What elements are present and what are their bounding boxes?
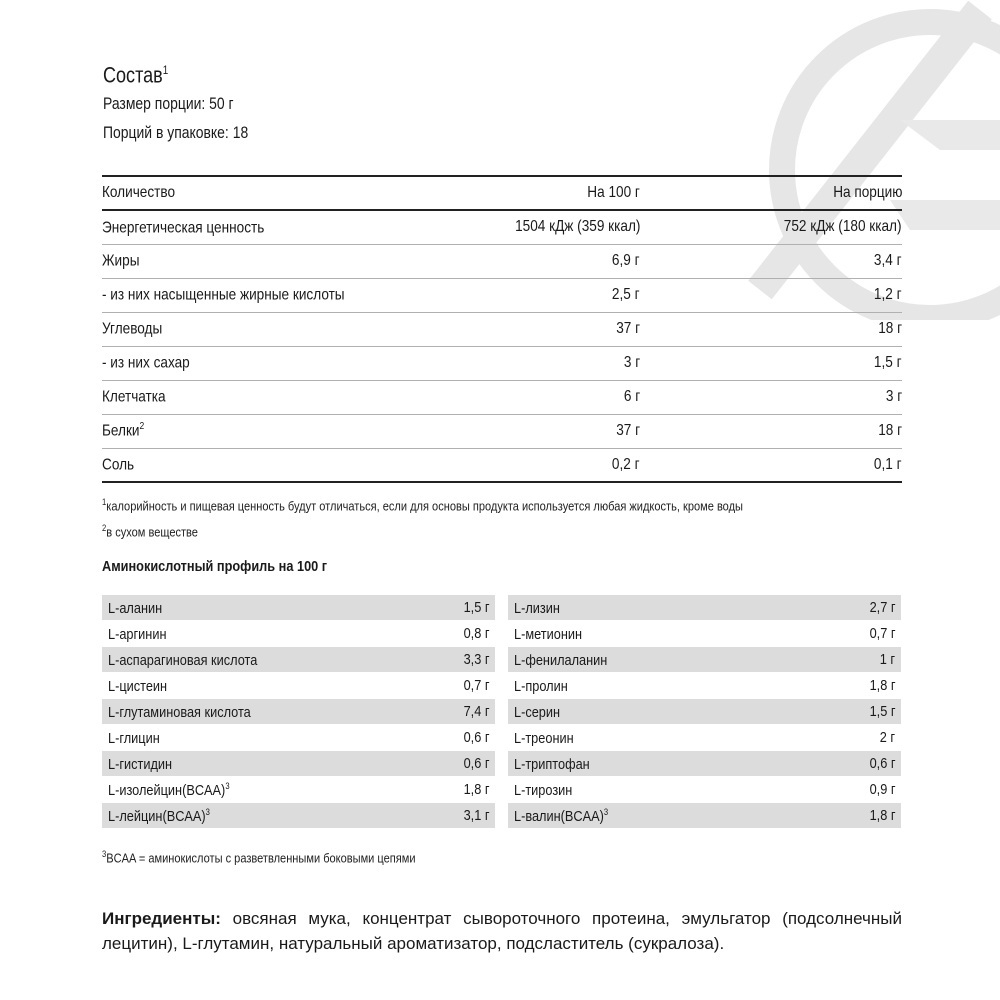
- nutrient-perserving: 3 г: [640, 380, 902, 414]
- amino-row: [508, 647, 901, 673]
- bcaa-footnote: $^3$BCAA = аминокислоты с разветвленными боковыми цепями: [102, 849, 416, 866]
- amino-row: [508, 777, 901, 803]
- amino-name: L-метионин: [508, 621, 800, 647]
- amino-table-right: [508, 595, 901, 829]
- nutrient-name: - из них насыщенные жирные кислоты: [102, 278, 482, 312]
- amino-value: 1,8 г: [422, 777, 495, 803]
- amino-row: [102, 621, 495, 647]
- nutrient-name: Соль: [102, 448, 482, 482]
- amino-name: L-гистидин: [102, 751, 422, 777]
- nutrient-per100: 1504 кДж (359 ккал): [482, 210, 640, 244]
- amino-value: 3,3 г: [422, 647, 495, 673]
- nutrition-row: [102, 346, 902, 380]
- nutrient-per100: 2,5 г: [482, 278, 640, 312]
- amino-name: L-аргинин: [102, 621, 422, 647]
- nutrient-perserving: 3,4 г: [640, 244, 902, 278]
- nutrient-per100: 3 г: [482, 346, 640, 380]
- amino-row: [102, 699, 495, 725]
- ingredients-label: Ингредиенты:: [102, 909, 221, 928]
- amino-name: L-глутаминовая кислота: [102, 699, 422, 725]
- amino-row: [102, 751, 495, 777]
- amino-value: 0,6 г: [422, 725, 495, 751]
- amino-name: L-лейцин(BCAA)$^3$: [102, 803, 422, 829]
- amino-value: 1,8 г: [800, 673, 901, 699]
- amino-value: 7,4 г: [422, 699, 495, 725]
- amino-row: [102, 777, 495, 803]
- col-perserving-header: На порцию: [640, 176, 902, 210]
- amino-name: L-серин: [508, 699, 800, 725]
- nutrient-perserving: 18 г: [640, 414, 902, 448]
- nutrient-perserving: 1,2 г: [640, 278, 902, 312]
- col-per100-header: На 100 г: [482, 176, 640, 210]
- amino-name: L-аспарагиновая кислота: [102, 647, 422, 673]
- amino-value: 2,7 г: [800, 595, 901, 621]
- amino-name: L-тирозин: [508, 777, 800, 803]
- servings-per-package: Порций в упаковке: 18: [103, 123, 249, 143]
- amino-row: [508, 803, 901, 829]
- amino-value: 1,5 г: [800, 699, 901, 725]
- nutrient-name: Клетчатка: [102, 380, 482, 414]
- amino-value: 1,8 г: [800, 803, 901, 829]
- nutrition-row: [102, 278, 902, 312]
- nutrition-row: [102, 448, 902, 482]
- footnotes: [102, 491, 856, 544]
- amino-row: [508, 595, 901, 621]
- nutrient-perserving: 18 г: [640, 312, 902, 346]
- amino-table-left: [102, 595, 495, 829]
- nutrient-perserving: 1,5 г: [640, 346, 902, 380]
- nutrient-name: Углеводы: [102, 312, 482, 346]
- amino-row: [102, 725, 495, 751]
- amino-value: 2 г: [800, 725, 901, 751]
- amino-name: L-глицин: [102, 725, 422, 751]
- composition-header: [103, 56, 280, 147]
- amino-row: [508, 673, 901, 699]
- amino-name: L-пролин: [508, 673, 800, 699]
- nutrient-per100: 37 г: [482, 312, 640, 346]
- amino-name: L-треонин: [508, 725, 800, 751]
- amino-row: [508, 725, 901, 751]
- nutrient-perserving: 752 кДж (180 ккал): [640, 210, 902, 244]
- amino-value: 3,1 г: [422, 803, 495, 829]
- nutrition-row: [102, 312, 902, 346]
- amino-name: L-аланин: [102, 595, 422, 621]
- amino-profile-title: Аминокислотный профиль на 100 г: [102, 558, 328, 575]
- col-quantity-header: Количество: [102, 176, 482, 210]
- nutrition-row: [102, 380, 902, 414]
- amino-row: [508, 751, 901, 777]
- amino-value: 0,7 г: [800, 621, 901, 647]
- amino-row: [102, 647, 495, 673]
- nutrition-header-row: [102, 176, 902, 210]
- serving-size: Размер порции: 50 г: [103, 94, 234, 114]
- amino-row: [102, 803, 495, 829]
- amino-value: 0,8 г: [422, 621, 495, 647]
- nutrient-per100: 0,2 г: [482, 448, 640, 482]
- page-title: Состав$^1$: [103, 62, 169, 88]
- amino-name: L-фенилаланин: [508, 647, 800, 673]
- amino-row: [508, 621, 901, 647]
- ingredients-text: овсяная мука, концентрат сывороточного протеина, эмульгатор (подсолнечный лецитин), L-глутамин, натуральный ароматизатор, подсластитель (сукралоза).: [102, 909, 902, 953]
- amino-value: 1 г: [800, 647, 901, 673]
- amino-row: [102, 673, 495, 699]
- nutrient-name: Жиры: [102, 244, 482, 278]
- nutrient-perserving: 0,1 г: [640, 448, 902, 482]
- amino-row: [102, 595, 495, 621]
- amino-name: L-триптофан: [508, 751, 800, 777]
- nutrition-row: [102, 244, 902, 278]
- amino-value: 0,6 г: [422, 751, 495, 777]
- footnote: $^1$калорийность и пищевая ценность будут отличаться, если для основы продукта используется любая жидкость, кроме воды: [102, 497, 743, 514]
- nutrient-per100: 37 г: [482, 414, 640, 448]
- amino-name: L-валин(BCAA)$^3$: [508, 803, 800, 829]
- amino-name: L-изолейцин(BCAA)$^3$: [102, 777, 422, 803]
- nutrient-per100: 6 г: [482, 380, 640, 414]
- nutrient-name: Энергетическая ценность: [102, 210, 482, 244]
- amino-name: L-цистеин: [102, 673, 422, 699]
- amino-value: 0,6 г: [800, 751, 901, 777]
- amino-value: 0,7 г: [422, 673, 495, 699]
- nutrition-row: [102, 414, 902, 448]
- nutrient-name: Белки$^2$: [102, 414, 482, 448]
- amino-name: L-лизин: [508, 595, 800, 621]
- amino-value: 0,9 г: [800, 777, 901, 803]
- footnote: $^2$в сухом веществе: [102, 523, 198, 540]
- nutrient-per100: 6,9 г: [482, 244, 640, 278]
- nutrition-table: [102, 175, 902, 483]
- ingredients: [102, 906, 902, 956]
- amino-row: [508, 699, 901, 725]
- nutrient-name: - из них сахар: [102, 346, 482, 380]
- amino-value: 1,5 г: [422, 595, 495, 621]
- nutrition-row: [102, 210, 902, 244]
